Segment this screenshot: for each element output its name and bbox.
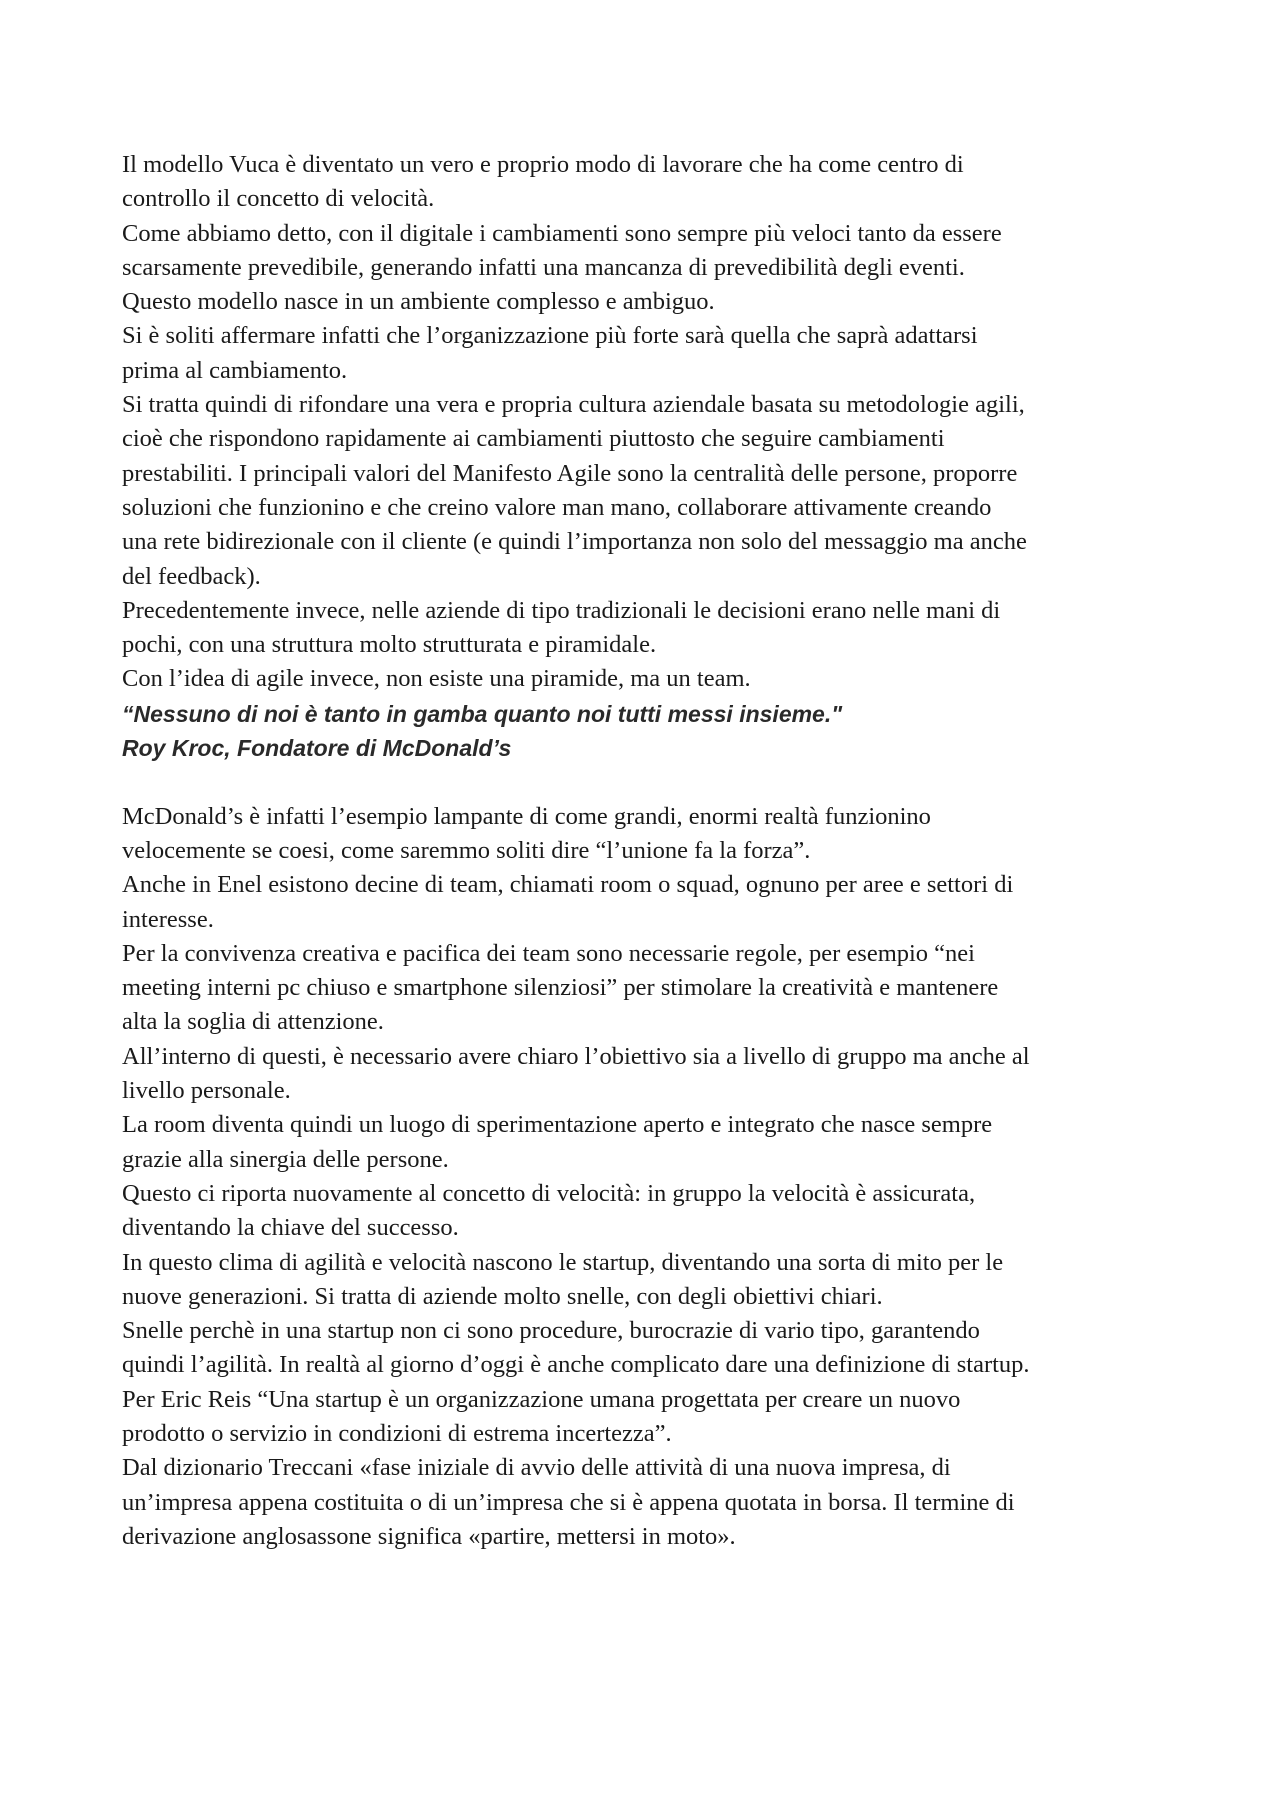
text-line: pochi, con una struttura molto strutturata e piramidale. (122, 631, 657, 659)
text-line: del feedback). (122, 562, 261, 590)
text-line: controllo il concetto di velocità. (122, 185, 435, 213)
text-line: prodotto o servizio in condizioni di estrema incertezza”. (122, 1419, 672, 1447)
text-line: Come abbiamo detto, con il digitale i cambiamenti sono sempre più veloci tanto da essere (122, 219, 1002, 247)
text-line: All’interno di questi, è necessario avere chiaro l’obiettivo sia a livello di gruppo ma anche al (122, 1042, 1030, 1070)
text-line: grazie alla sinergia delle persone. (122, 1145, 449, 1173)
quote-text: “Nessuno di noi è tanto in gamba quanto noi tutti messi insieme." (122, 700, 843, 727)
text-line: un’impresa appena costituita o di un’impresa che si è appena quotata in borsa. Il termine di (122, 1488, 1015, 1516)
text-line: diventando la chiave del successo. (122, 1214, 459, 1242)
text-line: Si tratta quindi di rifondare una vera e propria cultura aziendale basata su metodologie agili, (122, 391, 1025, 419)
text-line: una rete bidirezionale con il cliente (e quindi l’importanza non solo del messaggio ma anche (122, 528, 1027, 556)
text-line: interesse. (122, 905, 214, 933)
text-line: derivazione anglosassone significa «partire, mettersi in moto». (122, 1522, 736, 1550)
text-line: cioè che rispondono rapidamente ai cambiamenti piuttosto che seguire cambiamenti (122, 425, 945, 453)
text-line: La room diventa quindi un luogo di sperimentazione aperto e integrato che nasce sempre (122, 1111, 993, 1139)
text-line: Anche in Enel esistono decine di team, chiamati room o squad, ognuno per aree e settori di (122, 871, 1014, 899)
text-line: nuove generazioni. Si tratta di aziende molto snelle, con degli obiettivi chiari. (122, 1282, 883, 1310)
text-line: Si è soliti affermare infatti che l’organizzazione più forte sarà quella che saprà adattarsi (122, 322, 978, 350)
text-line: Snelle perchè in una startup non ci sono procedure, burocrazie di vario tipo, garantendo (122, 1317, 980, 1345)
text-line: In questo clima di agilità e velocità nascono le startup, diventando una sorta di mito per le (122, 1248, 1004, 1276)
text-line: quindi l’agilità. In realtà al giorno d’oggi è anche complicato dare una definizione di startup. (122, 1351, 1030, 1379)
text-line: Questo ci riporta nuovamente al concetto di velocità: in gruppo la velocità è assicurata, (122, 1179, 976, 1207)
text-line: McDonald’s è infatti l’esempio lampante di come grandi, enormi realtà funzionino (122, 802, 931, 830)
text-line: Precedentemente invece, nelle aziende di tipo tradizionali le decisioni erano nelle mani di (122, 596, 1001, 624)
text-line: prima al cambiamento. (122, 356, 348, 384)
text-line: Con l’idea di agile invece, non esiste una piramide, ma un team. (122, 665, 751, 693)
text-line: Per la convivenza creativa e pacifica dei team sono necessarie regole, per esempio “nei (122, 939, 975, 967)
text-line: scarsamente prevedibile, generando infatti una mancanza di prevedibilità degli eventi. (122, 253, 965, 281)
text-line: Per Eric Reis “Una startup è un organizzazione umana progettata per creare un nuovo (122, 1385, 961, 1413)
text-line: velocemente se coesi, come saremmo soliti dire “l’unione fa la forza”. (122, 836, 811, 864)
text-line: Questo modello nasce in un ambiente complesso e ambiguo. (122, 288, 715, 316)
blank-line (122, 765, 1182, 799)
text-line: Dal dizionario Treccani «fase iniziale di avvio delle attività di una nuova impresa, di (122, 1454, 951, 1482)
text-line: soluzioni che funzionino e che creino valore man mano, collaborare attivamente creando (122, 493, 992, 521)
quote-attribution: Roy Kroc, Fondatore di McDonald’s (122, 735, 512, 762)
text-line: livello personale. (122, 1077, 291, 1105)
text-line: meeting interni pc chiuso e smartphone silenziosi” per stimolare la creatività e mantenere (122, 974, 999, 1002)
text-line: prestabiliti. I principali valori del Manifesto Agile sono la centralità delle persone, proporre (122, 459, 1018, 487)
text-line: Il modello Vuca è diventato un vero e proprio modo di lavorare che ha come centro di (122, 151, 964, 178)
body-text (122, 148, 1182, 1554)
text-line: alta la soglia di attenzione. (122, 1008, 384, 1036)
